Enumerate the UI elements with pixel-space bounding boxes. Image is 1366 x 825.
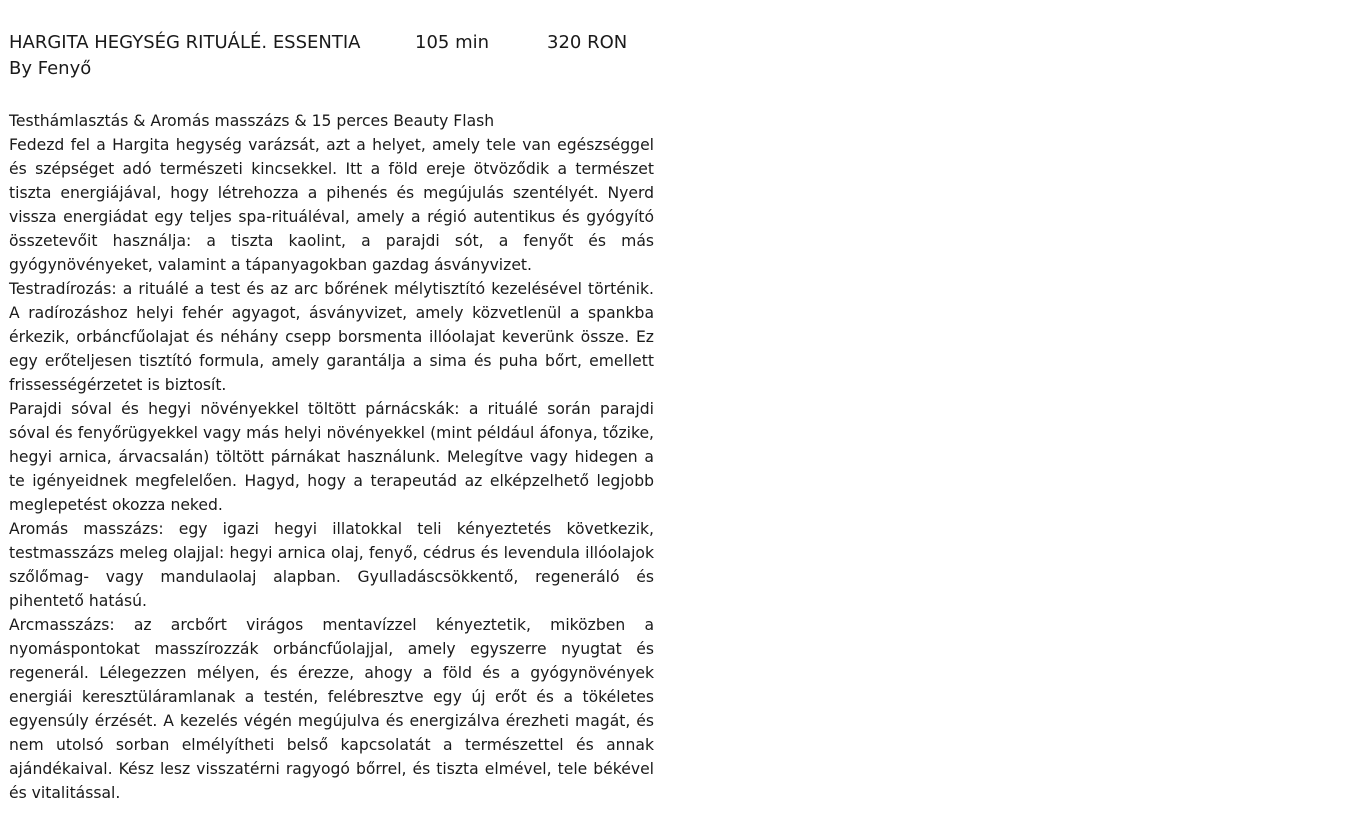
treatment-price: 320 RON (547, 32, 628, 53)
description-paragraph-massage: Aromás masszázs: egy igazi hegyi illatokkal teli kényeztetés következik, testmasszázs meleg olajjal: hegyi arnica olaj, fenyő, cédrus és levendula illóolajok szőlőmag- vagy mandulaolaj alapban. Gyulladáscsökkentő, regeneráló és pihentető hatású. (9, 520, 654, 610)
treatment-subtitle: Testhámlasztás & Aromás masszázs & 15 perces Beauty Flash (9, 112, 495, 130)
description-paragraph-facial: Arcmasszázs: az arcbőrt virágos mentavízzel kényeztetik, miközben a nyomáspontokat masszírozzák orbáncfűolajjal, amely egyszerre nyugtat és regenerál. Lélegezzen mélyen, és érezze, ahogy a föld és a gyógynövények energiái keresztüláramlanak a testén, felébresztve egy új erőt és a tökéletes egyensúly érzését. A kezelés végén megújulva és energizálva érezheti magát, és nem utolsó sorban elmélyítheti belső kapcsolatát a természettel és annak ajándékaival. Kész lesz visszatérni ragyogó bőrrel, és tiszta elmével, tele békével és vitalitással. (9, 616, 654, 802)
description-paragraph-pillows: Parajdi sóval és hegyi növényekkel töltött párnácskák: a rituálé során parajdi sóval és fenyőrügyekkel vagy más helyi növényekkel (mint például áfonya, tőzike, hegyi arnica, árvacsalán) töltött párnákat használunk. Melegítve vagy hidegen a te igényeidnek megfelelően. Hagyd, hogy a terapeutád az elképzelhető legjobb meglepetést okozza neked. (9, 400, 654, 514)
treatment-title: HARGITA HEGYSÉG RITUÁLÉ. ESSENTIA (9, 32, 361, 53)
treatment-byline: By Fenyő (9, 58, 92, 79)
treatment-duration: 105 min (415, 32, 490, 53)
treatment-header (9, 30, 669, 82)
treatment-header-row (9, 30, 669, 56)
description-paragraph-scrub: Testradírozás: a rituálé a test és az arc bőrének mélytisztító kezelésével történik. A radírozáshoz helyi fehér agyagot, ásványvizet, amely közvetlenül a spankba érkezik, orbáncfűolajat és néhány csepp borsmenta illóolajat keverünk össze. Ez egy erőteljesen tisztító formula, amely garantálja a sima és puha bőrt, emellett frissességérzetet is biztosít. (9, 280, 654, 394)
treatment-description (9, 109, 654, 805)
description-paragraph-intro: Fedezd fel a Hargita hegység varázsát, azt a helyet, amely tele van egészséggel és szépséget adó természeti kincsekkel. Itt a föld ereje ötvöződik a természet tiszta energiájával, hogy létrehozza a pihenés és megújulás szentélyét. Nyerd vissza energiádat egy teljes spa-rituáléval, amely a régió autentikus és gyógyító összetevőit használja: a tiszta kaolint, a parajdi sót, a fenyőt és más gyógynövényeket, valamint a tápanyagokban gazdag ásványvizet. (9, 136, 654, 274)
